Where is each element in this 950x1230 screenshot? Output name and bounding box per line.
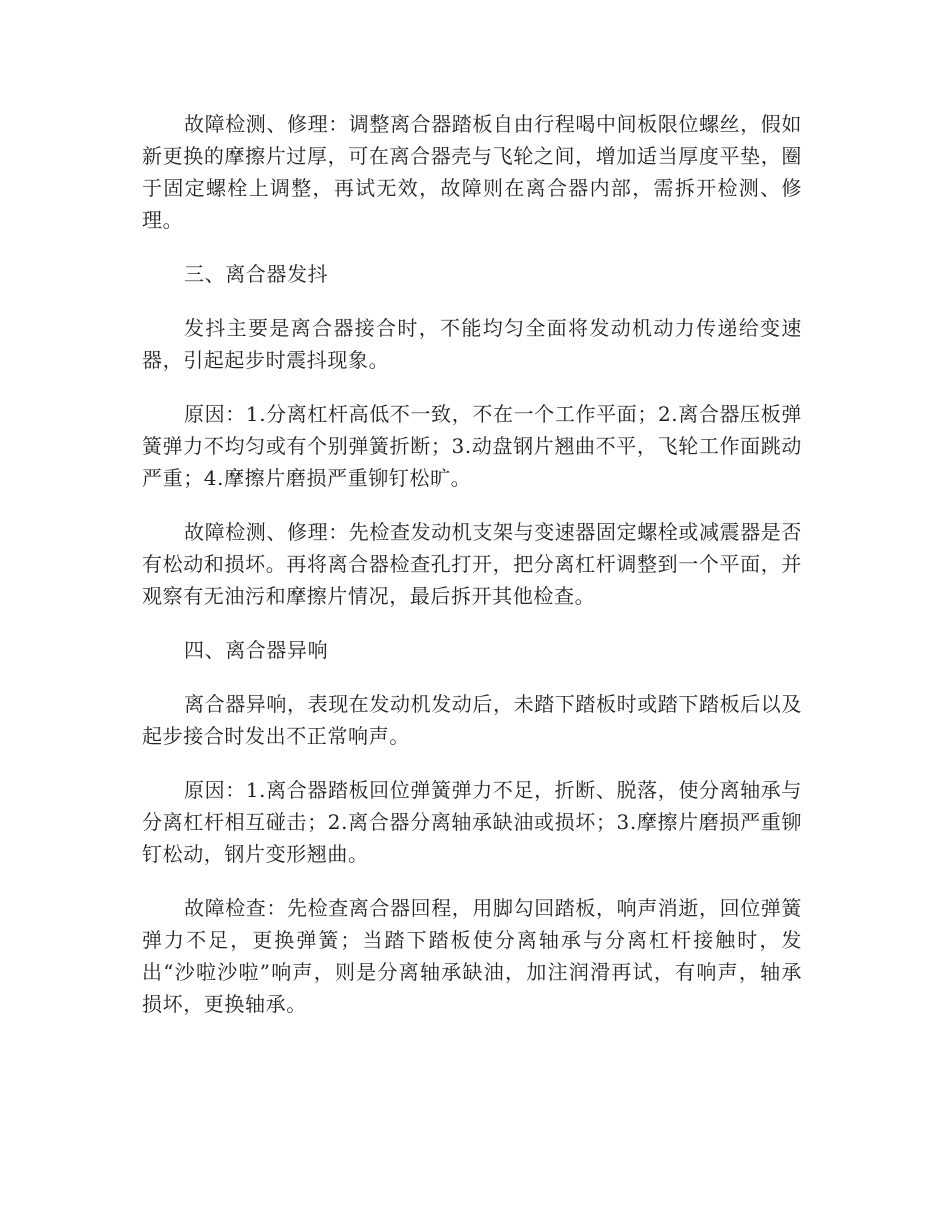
paragraph-shudder-description: 发抖主要是离合器接合时，不能均匀全面将发动机动力传递给变速器，引起起步时震抖现象。 — [142, 316, 802, 372]
section-heading-clutch-shudder: 三、离合器发抖 — [184, 262, 329, 286]
paragraph-shudder-repair: 故障检测、修理：先检查发动机支架与变速器固定螺栓或减震器是否有松动和损坏。再将离合器检查孔打开，把分离杠杆调整到一个平面，并观察有无油污和摩擦片情况，最后拆开其他检查。 — [142, 520, 802, 608]
paragraph-fault-repair-1: 故障检测、修理：调整离合器踏板自由行程喝中间板限位螺丝，假如新更换的摩擦片过厚，可在离合器壳与飞轮之间，增加适当厚度平垫，圈于固定螺栓上调整，再试无效，故障则在离合器内部，需拆开检测、修理。 — [142, 112, 802, 232]
paragraph-noise-check: 故障检查：先检查离合器回程，用脚勾回踏板，响声消逝，回位弹簧弹力不足，更换弹簧；当踏下踏板使分离轴承与分离杠杆接触时，发出“沙啦沙啦”响声，则是分离轴承缺油，加注润滑再试，有响声，轴承损坏，更换轴承。 — [142, 896, 802, 1016]
paragraph-noise-description: 离合器异响，表现在发动机发动后，未踏下踏板时或踏下踏板后以及起步接合时发出不正常响声。 — [142, 692, 802, 748]
document-body — [142, 108, 802, 1042]
paragraph-shudder-causes: 原因：1.分离杠杆高低不一致，不在一个工作平面；2.离合器压板弹簧弹力不均匀或有个别弹簧折断；3.动盘钢片翘曲不平，飞轮工作面跳动严重；4.摩擦片磨损严重铆钉松旷。 — [142, 402, 802, 490]
section-heading-clutch-noise: 四、离合器异响 — [184, 638, 329, 662]
paragraph-noise-causes: 原因：1.离合器踏板回位弹簧弹力不足，折断、脱落，使分离轴承与分离杠杆相互碰击；2.离合器分离轴承缺油或损坏；3.摩擦片磨损严重铆钉松动，钢片变形翘曲。 — [142, 778, 802, 866]
